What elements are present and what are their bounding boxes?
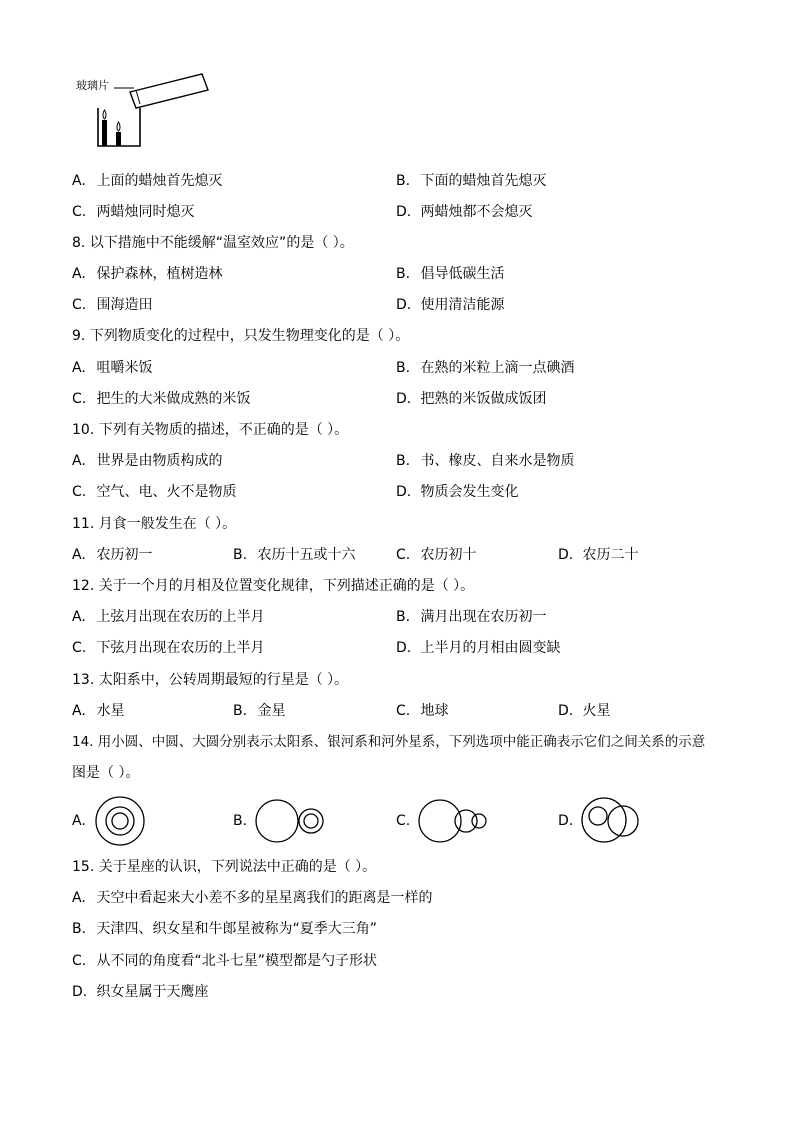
q14-stem-line1: 14. 用小圆、中圆、大圆分别表示太阳系、银河系和河外星系，下列选项中能正确表示它们之间关系的示意 (72, 734, 706, 750)
q13-option-b[interactable] (233, 701, 285, 721)
option-letter: B. (396, 609, 411, 625)
option-text: 上弦月出现在农历的上半月 (96, 609, 265, 625)
option-text: 物质会发生变化 (420, 484, 519, 500)
option-letter: C. (72, 484, 87, 500)
q14-option-a-diagram (92, 796, 162, 846)
q10-option-b[interactable] (396, 451, 574, 471)
option-letter: B. (396, 173, 411, 189)
option-letter: D. (558, 547, 574, 563)
q10-stem: 10. 下列有关物质的描述，不正确的是（ ）。 (72, 422, 349, 438)
q10-option-a[interactable] (72, 451, 222, 471)
option-letter: C. (72, 204, 87, 220)
option-letter: D. (72, 984, 88, 1000)
option-text: 天空中看起来大小差不多的星星离我们的距离是一样的 (96, 890, 433, 906)
option-letter: A. (72, 703, 86, 719)
q11-stem: 11. 月食一般发生在（ ）。 (72, 516, 237, 532)
option-letter: C. (396, 703, 411, 719)
option-text: 保护森林，植树造林 (96, 266, 223, 282)
option-letter: B. (233, 813, 248, 829)
option-letter: D. (396, 204, 412, 220)
option-letter: A. (72, 360, 86, 376)
option-text: 农历十五或十六 (257, 547, 356, 563)
option-text: 上半月的月相由圆变缺 (420, 640, 561, 656)
option-text: 火星 (582, 703, 611, 719)
q12-option-d[interactable] (396, 638, 560, 658)
q9-option-b[interactable] (396, 358, 574, 378)
option-letter: C. (72, 391, 87, 407)
option-letter: A. (72, 547, 86, 563)
option-text: 满月出现在农历初一 (420, 609, 547, 625)
option-text: 天津四、织女星和牛郎星被称为“夏季大三角” (96, 921, 377, 937)
q7-option-b[interactable] (396, 171, 546, 191)
q15-stem: 15. 关于星座的认识，下列说法中正确的是（ ）。 (72, 859, 377, 875)
q8-option-b[interactable] (396, 264, 504, 284)
option-letter: D. (396, 640, 412, 656)
option-letter: B. (72, 921, 87, 937)
q13-option-a[interactable] (72, 701, 124, 721)
option-text: 使用清洁能源 (420, 297, 505, 313)
q8-option-c[interactable] (72, 295, 152, 315)
option-letter: D. (558, 813, 574, 829)
option-letter: C. (72, 640, 87, 656)
option-text: 金星 (257, 703, 286, 719)
q8-option-d[interactable] (396, 295, 504, 315)
q14-option-b-diagram (253, 796, 333, 846)
option-letter: B. (396, 266, 411, 282)
option-text: 把熟的米饭做成饭团 (420, 391, 547, 407)
option-letter: C. (72, 953, 87, 969)
option-letter: D. (396, 391, 412, 407)
option-text: 下面的蜡烛首先熄灭 (420, 173, 547, 189)
option-letter: D. (396, 484, 412, 500)
q12-option-c[interactable] (72, 638, 264, 658)
q14-option-b[interactable] (233, 811, 253, 831)
option-letter: A. (72, 890, 86, 906)
option-text: 两蜡烛同时熄灭 (96, 204, 195, 220)
option-text: 水星 (96, 703, 125, 719)
q9-option-c[interactable] (72, 389, 250, 409)
q15-option-c[interactable] (72, 951, 377, 971)
option-letter: A. (72, 813, 86, 829)
q11-option-a[interactable] (72, 545, 152, 565)
candle-jar-drawing (72, 70, 222, 152)
option-text: 地球 (420, 703, 449, 719)
option-text: 两蜡烛都不会熄灭 (420, 204, 533, 220)
option-letter: B. (396, 453, 411, 469)
q14-option-d[interactable] (558, 811, 578, 831)
q12-stem: 12. 关于一个月的月相及位置变化规律，下列描述正确的是（ ）。 (72, 578, 475, 594)
q9-stem: 9. 下列物质变化的过程中，只发生物理变化的是（ ）。 (72, 328, 410, 344)
q13-option-d[interactable] (558, 701, 610, 721)
q15-option-b[interactable] (72, 919, 377, 939)
option-letter: B. (233, 547, 248, 563)
q15-option-a[interactable] (72, 888, 432, 908)
q7-option-a[interactable] (72, 171, 222, 191)
q7-option-c[interactable] (72, 202, 194, 222)
q15-option-d[interactable] (72, 982, 208, 1002)
q9-option-a[interactable] (72, 358, 152, 378)
q11-option-d[interactable] (558, 545, 638, 565)
option-text: 下弦月出现在农历的上半月 (96, 640, 265, 656)
q14-option-a[interactable] (72, 811, 92, 831)
q13-stem: 13. 太阳系中，公转周期最短的行星是（ ）。 (72, 672, 349, 688)
option-letter: C. (396, 813, 411, 829)
option-text: 书、橡皮、自来水是物质 (420, 453, 575, 469)
option-text: 空气、电、火不是物质 (96, 484, 237, 500)
q14-option-d-diagram (578, 796, 658, 846)
option-text: 农历初十 (420, 547, 477, 563)
option-letter: C. (396, 547, 411, 563)
option-letter: A. (72, 173, 86, 189)
glass-plate-label: 玻璃片 (76, 79, 109, 92)
option-text: 从不同的角度看“北斗七星”模型都是勺子形状 (96, 953, 377, 969)
option-text: 农历二十 (582, 547, 639, 563)
option-letter: B. (233, 703, 248, 719)
q14-stem-line2: 图是（ ）。 (72, 765, 140, 781)
option-letter: A. (72, 609, 86, 625)
option-text: 在熟的米粒上滴一点碘酒 (420, 360, 575, 376)
option-letter: D. (558, 703, 574, 719)
q12-option-a[interactable] (72, 607, 264, 627)
option-text: 围海造田 (96, 297, 153, 313)
option-text: 农历初一 (96, 547, 153, 563)
q9-option-d[interactable] (396, 389, 546, 409)
q13-option-c[interactable] (396, 701, 448, 721)
option-text: 上面的蜡烛首先熄灭 (96, 173, 223, 189)
option-letter: C. (72, 297, 87, 313)
candle-jar-figure (72, 70, 222, 152)
q14-option-c-diagram (416, 796, 496, 846)
option-letter: A. (72, 453, 86, 469)
option-text: 咀嚼米饭 (96, 360, 153, 376)
option-text: 织女星属于天鹰座 (96, 984, 209, 1000)
q11-option-c[interactable] (396, 545, 476, 565)
q12-option-b[interactable] (396, 607, 546, 627)
q8-option-a[interactable] (72, 264, 222, 284)
option-text: 把生的大米做成熟的米饭 (96, 391, 251, 407)
option-letter: B. (396, 360, 411, 376)
q7-option-d[interactable] (396, 202, 532, 222)
option-letter: A. (72, 266, 86, 282)
q14-option-c[interactable] (396, 811, 416, 831)
option-text: 世界是由物质构成的 (96, 453, 223, 469)
q10-option-c[interactable] (72, 482, 236, 502)
q11-option-b[interactable] (233, 545, 355, 565)
option-text: 倡导低碳生活 (420, 266, 505, 282)
option-letter: D. (396, 297, 412, 313)
q10-option-d[interactable] (396, 482, 518, 502)
q8-stem: 8. 以下措施中不能缓解“温室效应”的是（ ）。 (72, 235, 354, 251)
